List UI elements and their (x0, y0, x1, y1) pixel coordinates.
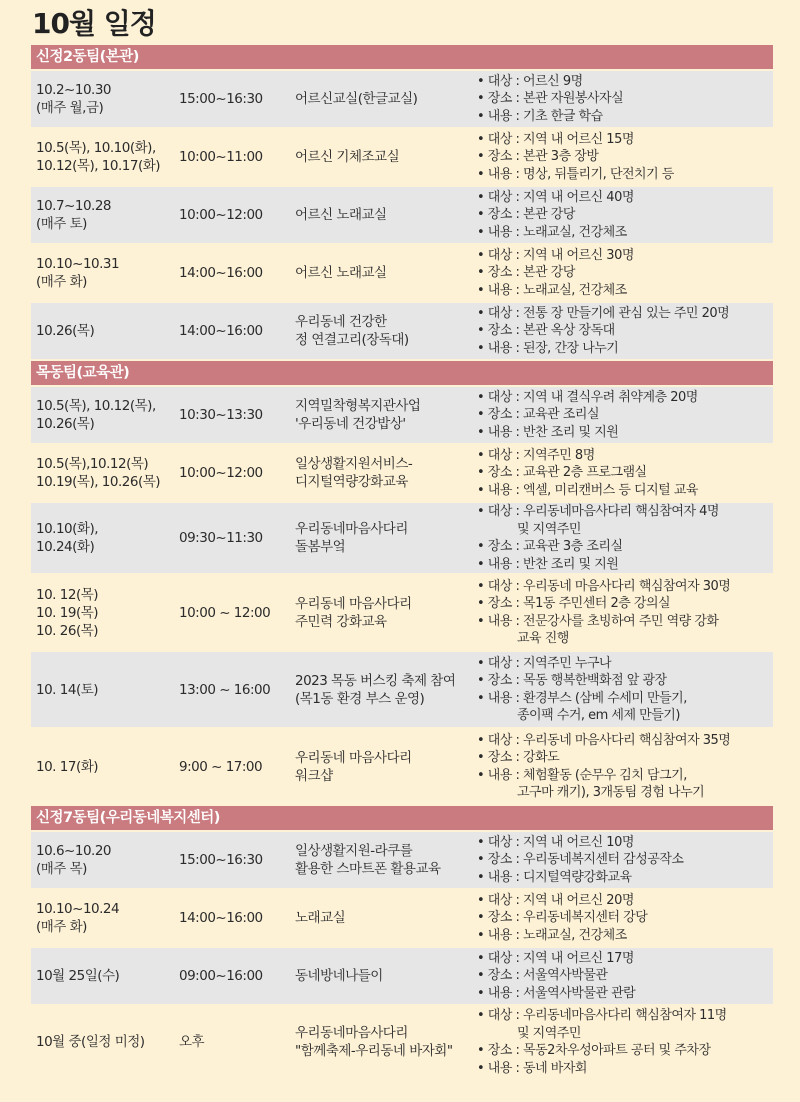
row-time: 15:00~16:30 (179, 91, 263, 107)
schedule-row (31, 129, 773, 185)
row-time: 오후 (179, 1034, 205, 1050)
detail-line: • 내용 : 전문강사를 초빙하여 주민 역량 강화 (477, 613, 719, 629)
program-line: 워크샵 (295, 767, 333, 784)
date-line: 10.10(화), (36, 521, 99, 537)
detail-line: • 장소 : 본관 옥상 장독대 (477, 323, 615, 339)
detail-line: • 대상 : 지역 내 결식우려 취약계층 20명 (477, 389, 698, 405)
date-line: 10.26(목) (36, 323, 95, 339)
detail-line: 및 지역주민 (477, 1025, 581, 1041)
row-details (477, 503, 773, 573)
row-details (477, 73, 773, 126)
date-line: 10.2~10.30 (36, 82, 112, 98)
date-line: 10.6~10.20 (36, 843, 112, 859)
detail-line: 종이팩 수거, em 세제 만들기) (477, 708, 680, 723)
row-time: 10:00~11:00 (179, 149, 263, 165)
detail-line: • 장소 : 교육관 3층 조리실 (477, 539, 623, 554)
program-line: 지역밀착형복지관사업 (295, 398, 421, 414)
detail-line: • 장소 : 우리동네복지센터 감성공작소 (477, 852, 684, 868)
row-program (295, 313, 477, 349)
detail-line: • 대상 : 지역 내 어르신 17명 (477, 950, 634, 966)
date-line: (매주 월,금) (36, 100, 104, 116)
detail-line: • 내용 : 환경부스 (삼베 수세미 만들기, (477, 690, 687, 706)
program-line: 어르신교실(한글교실) (295, 91, 418, 107)
detail-line: • 장소 : 본관 자원봉사자실 (477, 91, 624, 107)
row-date (31, 197, 179, 233)
program-line: 우리동네마음사다리 (295, 1025, 408, 1041)
row-date (31, 967, 179, 985)
detail-line: • 내용 : 기초 한글 학습 (477, 108, 603, 124)
detail-line: • 장소 : 우리동네복지센터 강당 (477, 910, 648, 926)
detail-line: • 대상 : 어르신 9명 (477, 73, 583, 89)
date-line: (매주 목) (36, 861, 87, 877)
row-time: 15:00~16:30 (179, 852, 263, 868)
date-line: 10.24(화) (36, 539, 95, 555)
row-details (477, 655, 773, 725)
program-line: 일상생활지원-라쿠를 (295, 843, 413, 859)
row-program (295, 90, 477, 108)
row-time: 10:00~12:00 (179, 207, 263, 223)
row-date (31, 322, 179, 340)
program-line: 노래교실 (295, 910, 346, 926)
schedule-row (31, 303, 773, 359)
page-title: 10월 일정 (32, 7, 156, 40)
program-line: 우리동네 마음사다리 (295, 749, 412, 766)
program-line: 우리동네 건강한 (295, 314, 387, 330)
program-line: 2023 목동 버스킹 축제 참여 (295, 672, 456, 689)
date-line: 10.5(목), 10.12(목), (36, 398, 156, 414)
row-details (477, 892, 773, 945)
row-program (295, 749, 477, 785)
row-program (295, 967, 477, 985)
detail-line: • 내용 : 노래교실, 건강체조 (477, 224, 627, 240)
detail-line: • 내용 : 노래교실, 건강체조 (477, 927, 627, 943)
row-date (31, 397, 179, 433)
detail-line: • 장소 : 목1동 주민센터 2층 강의실 (477, 596, 671, 611)
schedule-row (31, 387, 773, 443)
detail-line: • 장소 : 본관 3층 장방 (477, 149, 599, 165)
row-program (295, 909, 477, 927)
row-details (477, 305, 773, 358)
program-line: "함께축제-우리동네 바자회" (295, 1043, 453, 1059)
schedule-row (31, 445, 773, 501)
row-time: 10:30~13:30 (179, 407, 263, 423)
row-time: 09:00~16:00 (179, 968, 263, 984)
detail-line: • 내용 : 반찬 조리 및 지원 (477, 556, 619, 572)
row-date (31, 1033, 179, 1051)
row-details (477, 1007, 773, 1077)
date-line: 10. 26(목) (36, 622, 99, 639)
date-line: 10.10~10.24 (36, 901, 120, 917)
row-details (477, 447, 773, 500)
detail-line: 고구마 캐기), 3개동팀 경험 나누기 (477, 785, 705, 800)
schedule-row (31, 652, 773, 727)
date-line: 10월 25일(수) (36, 968, 120, 984)
date-line: 10. 19(목) (36, 604, 99, 621)
row-program (295, 672, 477, 708)
detail-line: • 대상 : 지역 내 어르신 10명 (477, 834, 634, 850)
detail-line: • 내용 : 반찬 조리 및 지원 (477, 424, 619, 440)
row-program (295, 1024, 477, 1060)
schedule-row (31, 575, 773, 650)
row-time: 9:00 ~ 17:00 (179, 758, 263, 775)
row-program (295, 397, 477, 433)
detail-line: • 장소 : 교육관 2층 프로그램실 (477, 465, 647, 481)
detail-line: • 내용 : 디지털역량강화교육 (477, 869, 632, 885)
detail-line: • 장소 : 본관 강당 (477, 265, 575, 281)
schedule-row (31, 729, 773, 804)
detail-line: • 대상 : 우리동네 마음사다리 핵심참여자 30명 (477, 578, 731, 594)
detail-line: • 대상 : 지역 내 어르신 15명 (477, 131, 634, 147)
row-details (477, 732, 773, 802)
row-date (31, 842, 179, 878)
row-program (295, 842, 477, 878)
detail-line: 및 지역주민 (477, 521, 581, 537)
detail-line: • 장소 : 강화도 (477, 750, 560, 765)
schedule-row (31, 71, 773, 127)
row-details (477, 950, 773, 1003)
date-line: (매주 화) (36, 919, 87, 935)
detail-line: • 내용 : 체험활동 (순무우 김치 담그기, (477, 767, 687, 783)
program-line: (목1동 환경 부스 운영) (295, 690, 425, 707)
detail-line: • 대상 : 지역 내 어르신 20명 (477, 892, 634, 908)
date-line: 10. 14(토) (36, 681, 99, 698)
date-line: 10월 중(일정 미정) (36, 1034, 145, 1050)
row-time: 10:00~12:00 (179, 465, 263, 481)
program-line: 주민력 강화교육 (295, 613, 387, 630)
detail-line: 교육 진행 (477, 631, 569, 646)
detail-line: • 대상 : 우리동네마음사다리 핵심참여자 4명 (477, 504, 719, 519)
row-time: 09:30~11:30 (179, 530, 263, 546)
row-date (31, 455, 179, 491)
program-line: 어르신 노래교실 (295, 207, 387, 223)
program-line: 어르신 기체조교실 (295, 149, 400, 165)
row-program (295, 264, 477, 282)
schedule-row (31, 245, 773, 301)
row-program (295, 520, 477, 556)
program-line: 우리동네 마음사다리 (295, 595, 412, 612)
row-details (477, 834, 773, 887)
row-date (31, 255, 179, 291)
schedule-row (31, 503, 773, 573)
date-line: 10.12(목), 10.17(화) (36, 158, 161, 174)
date-line: (매주 토) (36, 216, 87, 232)
detail-line: • 장소 : 본관 강당 (477, 207, 575, 223)
row-date (31, 681, 179, 699)
date-line: 10.26(목) (36, 416, 95, 432)
row-time: 14:00~16:00 (179, 323, 263, 339)
detail-line: • 장소 : 교육관 조리실 (477, 407, 600, 423)
row-date (31, 139, 179, 175)
detail-line: • 내용 : 동네 바자회 (477, 1060, 587, 1076)
detail-line: • 장소 : 목동2차우성아파트 공터 및 주차장 (477, 1043, 711, 1058)
section-header: 신정2동팀(본관) (31, 45, 773, 69)
detail-line: • 대상 : 지역 내 어르신 40명 (477, 189, 634, 205)
date-line: 10. 12(목) (36, 586, 99, 603)
detail-line: • 장소 : 서울역사박물관 (477, 968, 608, 984)
date-line: (매주 화) (36, 274, 87, 290)
detail-line: • 내용 : 노래교실, 건강체조 (477, 282, 627, 298)
row-program (295, 455, 477, 491)
row-details (477, 131, 773, 184)
detail-line: • 내용 : 엑셀, 미리캔버스 등 디지털 교육 (477, 482, 698, 498)
row-time: 10:00 ~ 12:00 (179, 604, 271, 621)
row-time: 14:00~16:00 (179, 910, 263, 926)
detail-line: • 대상 : 지역주민 누구나 (477, 655, 612, 671)
schedule-row (31, 832, 773, 888)
row-date (31, 586, 179, 640)
program-line: 동네방네나들이 (295, 968, 383, 984)
program-line: 활용한 스마트폰 활용교육 (295, 861, 441, 877)
detail-line: • 대상 : 우리동네 마음사다리 핵심참여자 35명 (477, 732, 731, 748)
program-line: 우리동네마음사다리 (295, 521, 408, 537)
row-time: 14:00~16:00 (179, 265, 263, 281)
row-program (295, 148, 477, 166)
date-line: 10.5(목),10.12(목) (36, 456, 149, 472)
section-header: 목동팀(교육관) (31, 361, 773, 385)
detail-line: • 대상 : 지역주민 8명 (477, 447, 595, 463)
row-program (295, 206, 477, 224)
row-time: 13:00 ~ 16:00 (179, 681, 271, 698)
detail-line: • 대상 : 우리동네마음사다리 핵심참여자 11명 (477, 1008, 727, 1023)
section-header: 신정7동팀(우리동네복지센터) (31, 806, 773, 830)
row-details (477, 389, 773, 442)
schedule-row (31, 1006, 773, 1078)
date-line: 10. 17(화) (36, 758, 99, 775)
program-line: 돌봄부엌 (295, 539, 346, 555)
schedule-row (31, 187, 773, 243)
row-program (295, 595, 477, 631)
detail-line: • 대상 : 지역 내 어르신 30명 (477, 247, 634, 263)
program-line: 일상생활지원서비스- (295, 456, 413, 472)
schedule-table (31, 45, 773, 1080)
row-details (477, 189, 773, 242)
detail-line: • 대상 : 전통 장 만들기에 관심 있는 주민 20명 (477, 305, 730, 321)
detail-line: • 장소 : 목동 행복한백화점 앞 광장 (477, 673, 667, 688)
date-line: 10.5(목), 10.10(화), (36, 140, 156, 156)
program-line: 어르신 노래교실 (295, 265, 387, 281)
date-line: 10.10~10.31 (36, 256, 120, 272)
detail-line: • 내용 : 명상, 뒤틀리기, 단전치기 등 (477, 166, 674, 182)
row-date (31, 900, 179, 936)
program-line: 정 연결고리(장독대) (295, 332, 409, 348)
schedule-row (31, 948, 773, 1004)
detail-line: • 내용 : 된장, 간장 나누기 (477, 340, 619, 356)
row-details (477, 247, 773, 300)
schedule-row (31, 890, 773, 946)
date-line: 10.7~10.28 (36, 198, 112, 214)
detail-line: • 내용 : 서울역사박물관 관람 (477, 985, 636, 1001)
program-line: '우리동네 건강밥상' (295, 416, 406, 432)
row-date (31, 520, 179, 556)
program-line: 디지털역량강화교육 (295, 474, 408, 490)
date-line: 10.19(목), 10.26(목) (36, 474, 161, 490)
row-date (31, 81, 179, 117)
row-details (477, 578, 773, 648)
row-date (31, 758, 179, 776)
